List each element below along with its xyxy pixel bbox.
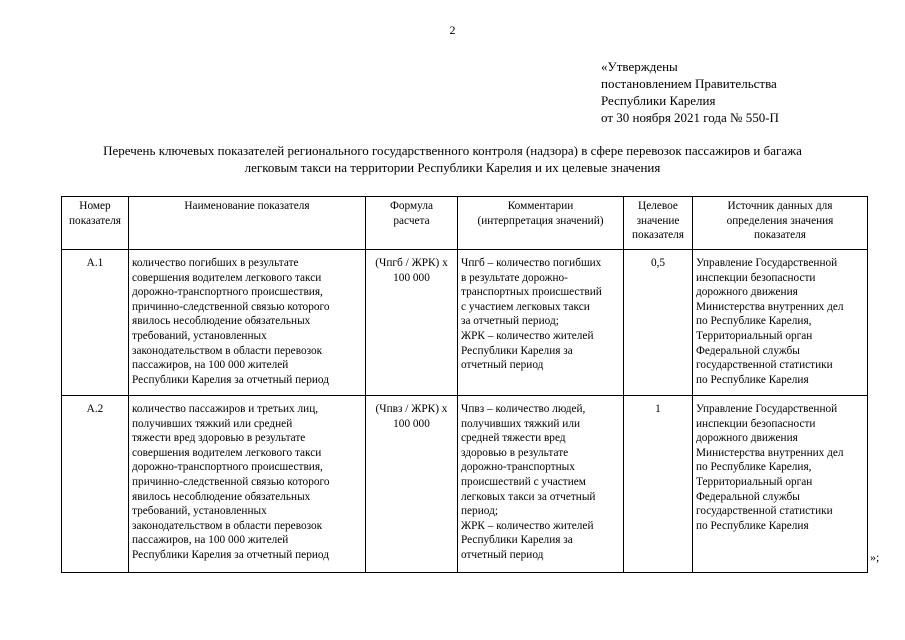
cell-text-line: Чпвз – количество людей, <box>461 403 586 415</box>
cell-text-line: получивших тяжкий или средней <box>132 417 293 430</box>
cell-text-line: дорожно-транспортных <box>461 461 575 474</box>
cell-text-line: Целевое <box>638 200 678 212</box>
cell-text-line: показателя <box>632 229 684 242</box>
cell-text-line: происшествий с участием <box>461 475 586 488</box>
cell-text-line: Федеральной службы <box>696 490 800 503</box>
cell-text-line: совершения водителем легкового такси <box>132 446 322 459</box>
indicator-source <box>693 250 868 396</box>
approval-line: Республики Карелия <box>601 93 716 108</box>
approval-stamp <box>601 58 779 126</box>
approval-line: «Утверждены <box>601 59 678 74</box>
page-number: 2 <box>449 23 456 37</box>
cell-text-line: государственной статистики <box>696 505 833 518</box>
cell-text-line: Республики Карелия за <box>461 534 573 547</box>
cell-text-line: требований, установленных <box>132 505 267 518</box>
header-number <box>62 197 129 250</box>
cell-text-line: Республики Карелия за отчетный период <box>132 373 329 386</box>
cell-text-line: пассажиров, на 100 000 жителей <box>132 359 289 372</box>
cell-text-line: по Республике Карелия, <box>696 461 812 474</box>
cell-text-line: транспортных происшествий <box>461 286 602 299</box>
cell-text-line: причинно-следственной связью которого <box>132 475 330 488</box>
cell-text-line: Территориальный орган <box>696 475 813 488</box>
cell-text-line: Территориальный орган <box>696 329 813 342</box>
indicator-number: А.2 <box>62 396 129 573</box>
cell-text-line: Управление Государственной <box>696 403 838 415</box>
cell-text-line: инспекции безопасности <box>696 417 816 430</box>
indicator-formula <box>366 250 458 396</box>
cell-text-line: ЖРК – количество жителей <box>461 329 594 342</box>
header-target <box>624 197 693 250</box>
cell-text-line: легковых такси за отчетный <box>461 490 596 503</box>
cell-text-line: отчетный период <box>461 548 544 561</box>
cell-text-line: 100 000 <box>393 417 430 430</box>
cell-text-line: расчета <box>393 214 430 227</box>
cell-text-line: по Республике Карелия, <box>696 315 812 328</box>
cell-text-line: Министерства внутренних дел <box>696 300 844 313</box>
title-line: Перечень ключевых показателей регионального государственного контроля (надзора) в сфере перевозок пассажиров и багажа <box>103 143 802 158</box>
indicator-source <box>693 396 868 573</box>
cell-text-line: государственной статистики <box>696 359 833 372</box>
cell-text-line: Управление Государственной <box>696 257 838 269</box>
cell-text-line: по Республике Карелия <box>696 519 809 532</box>
cell-text-line: (Чпвз / ЖРК) х <box>375 403 448 415</box>
cell-text-line: (интерпретация значений) <box>477 214 604 227</box>
table-header-row <box>62 197 868 250</box>
closing-quote-mark: »; <box>870 550 880 564</box>
cell-text-line: показателя <box>754 229 806 242</box>
cell-text-line: 100 000 <box>393 271 430 284</box>
cell-text-line: Федеральной службы <box>696 344 800 357</box>
table-row <box>62 396 868 573</box>
indicator-target: 0,5 <box>624 250 693 396</box>
indicator-comment <box>458 250 624 396</box>
cell-text-line: средней тяжести вред <box>461 432 566 445</box>
cell-text-line: дорожного движения <box>696 286 798 299</box>
cell-text-line: количество погибших в результате <box>132 257 299 269</box>
indicator-name <box>129 250 366 396</box>
indicator-formula <box>366 396 458 573</box>
indicator-number: А.1 <box>62 250 129 396</box>
header-source <box>693 197 868 250</box>
cell-text-line: инспекции безопасности <box>696 271 816 284</box>
approval-line: постановлением Правительства <box>601 76 777 91</box>
cell-text-line: дорожного движения <box>696 432 798 445</box>
cell-text-line: показателя <box>69 214 121 227</box>
cell-text-line: дорожно-транспортного происшествия, <box>132 461 323 474</box>
cell-text-line: по Республике Карелия <box>696 373 809 386</box>
cell-text-line: период; <box>461 505 498 518</box>
header-name <box>129 197 366 250</box>
cell-text-line: Наименование показателя <box>184 200 310 212</box>
cell-text-line: Источник данных для <box>727 200 833 212</box>
cell-text-line: в результате дорожно- <box>461 271 568 284</box>
cell-text-line: Республики Карелия за <box>461 344 573 357</box>
cell-text-line: совершения водителем легкового такси <box>132 271 322 284</box>
indicator-comment <box>458 396 624 573</box>
cell-text-line: за отчетный период; <box>461 315 559 328</box>
cell-text-line: Министерства внутренних дел <box>696 446 844 459</box>
cell-text-line: с участием легковых такси <box>461 300 590 313</box>
cell-text-line: количество пассажиров и третьих лиц, <box>132 403 319 415</box>
cell-text-line: определения значения <box>726 214 834 227</box>
cell-text-line: значение <box>636 214 680 227</box>
cell-text-line: отчетный период <box>461 359 544 372</box>
header-comment <box>458 197 624 250</box>
cell-text-line: Комментарии <box>507 200 574 212</box>
cell-text-line: Номер <box>79 200 111 212</box>
cell-text-line: Чпгб – количество погибших <box>461 257 602 269</box>
indicator-target: 1 <box>624 396 693 573</box>
table-row <box>62 250 868 396</box>
indicators-table <box>61 196 868 573</box>
cell-text-line: ЖРК – количество жителей <box>461 519 594 532</box>
cell-text-line: здоровью в результате <box>461 446 569 459</box>
cell-text-line: законодательством в области перевозок <box>132 519 323 532</box>
cell-text-line: тяжести вред здоровью в результате <box>132 432 306 445</box>
cell-text-line: законодательством в области перевозок <box>132 344 323 357</box>
cell-text-line: явилось несоблюдение обязательных <box>132 490 311 503</box>
cell-text-line: Республики Карелия за отчетный период <box>132 548 329 561</box>
cell-text-line: явилось несоблюдение обязательных <box>132 315 311 328</box>
approval-line: от 30 ноября 2021 года № 550-П <box>601 110 779 125</box>
indicator-name <box>129 396 366 573</box>
cell-text-line: Формула <box>389 200 433 212</box>
cell-text-line: требований, установленных <box>132 329 267 342</box>
header-formula <box>366 197 458 250</box>
cell-text-line: (Чпгб / ЖРК) х <box>375 257 448 269</box>
cell-text-line: причинно-следственной связью которого <box>132 300 330 313</box>
cell-text-line: пассажиров, на 100 000 жителей <box>132 534 289 547</box>
title-line: легковым такси на территории Республики Карелия и их целевые значения <box>244 160 661 175</box>
cell-text-line: получивших тяжкий или <box>461 417 581 430</box>
cell-text-line: дорожно-транспортного происшествия, <box>132 286 323 299</box>
document-title <box>20 142 885 176</box>
